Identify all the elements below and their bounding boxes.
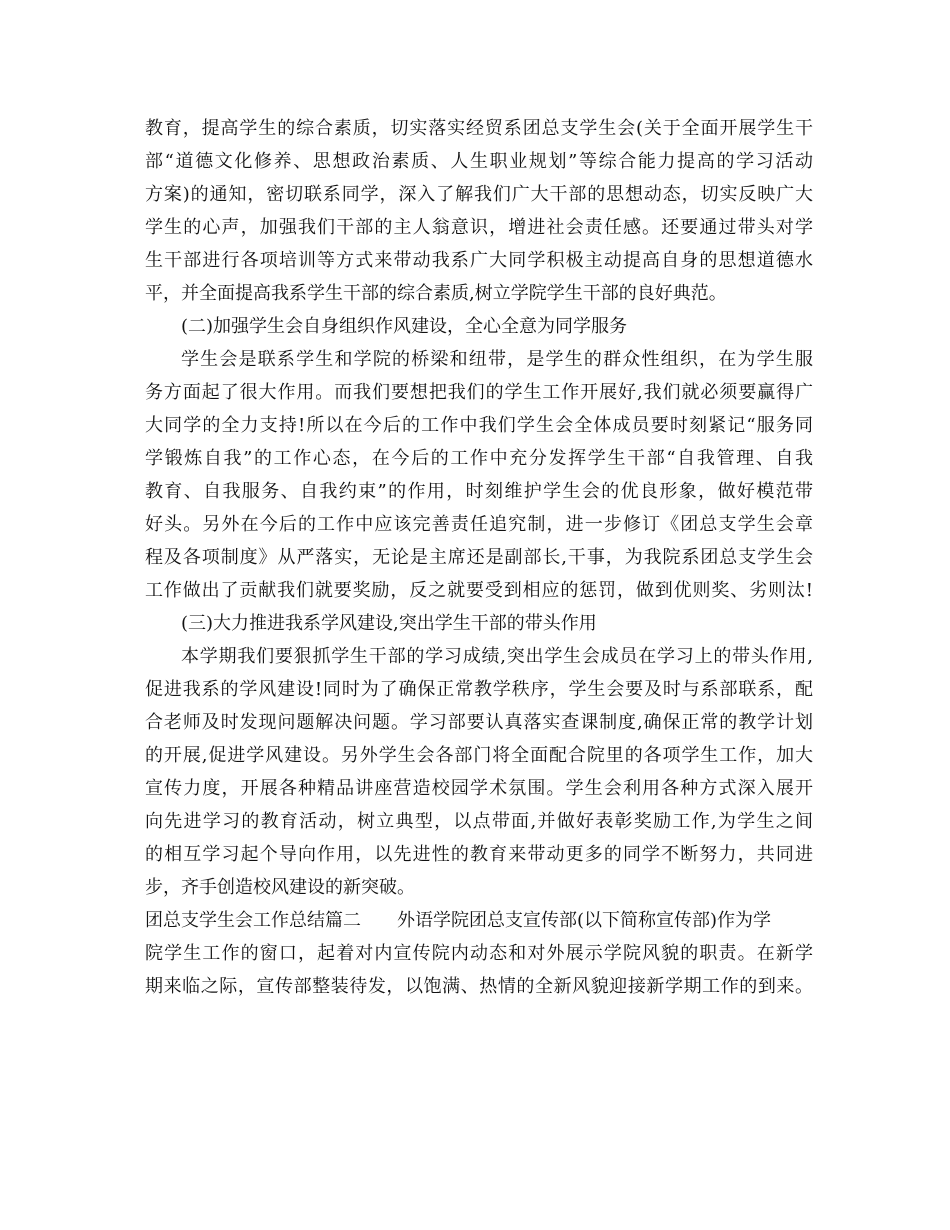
paragraph-line: 院学生工作的窗口，起着对内宣传院内动态和对外展示学院风貌的职责。在新学 (145, 943, 813, 964)
paragraph-line: 程及各项制度》从严落实，无论是主席还是副部长,干事，为我院系团总支学生会 (145, 547, 813, 568)
paragraph-line: 生干部进行各项培训等方式来带动我系广大同学积极主动提高自身的思想道德水 (145, 250, 813, 271)
paragraph-line: 合老师及时发现问题解决问题。学习部要认真落实查课制度,确保正常的教学计划 (145, 712, 813, 733)
title-gap (361, 904, 397, 937)
section-heading: (二)加强学生会自身组织作风建设，全心全意为同学服务 (181, 316, 628, 337)
paragraph-line: 学生会是联系学生和学院的桥梁和纽带，是学生的群众性组织，在为学生服 (181, 349, 813, 370)
paragraph-line: 本学期我们要狠抓学生干部的学习成绩,突出学生会成员在学习上的带头作用, (181, 646, 813, 667)
paragraph-line: 期来临之际，宣传部整装待发，以饱满、热情的全新风貌迎接新学期工作的到来。 (145, 976, 813, 997)
paragraph-line: 的开展,促进学风建设。另外学生会各部门将全面配合院里的各项学生工作，加大 (145, 745, 813, 766)
paragraph-line: 好头。另外在今后的工作中应该完善责任追究制，进一步修订《团总支学生会章 (145, 514, 813, 535)
paragraph-line: 促进我系的学风建设!同时为了确保正常教学秩序，学生会要及时与系部联系，配 (145, 679, 813, 700)
paragraph-line: 学锻炼自我”的工作心态，在今后的工作中充分发挥学生干部“自我管理、自我 (145, 448, 813, 469)
paragraph-line: 教育、自我服务、自我约束”的作用，时刻维护学生会的优良形象，做好模范带 (145, 481, 813, 502)
paragraph-line: 部“道德文化修养、思想政治素质、人生职业规划”等综合能力提高的学习活动 (145, 151, 813, 172)
article-title: 团总支学生会工作总结篇二 (145, 910, 361, 931)
paragraph-line: 大同学的全力支持!所以在今后的工作中我们学生会全体成员要时刻紧记“服务同 (145, 415, 813, 436)
paragraph-line-start: 外语学院团总支宣传部(以下简称宣传部)作为学 (397, 910, 772, 931)
paragraph-line: 方案)的通知，密切联系同学，深入了解我们广大干部的思想动态，切实反映广大 (145, 184, 813, 205)
paragraph-line: 务方面起了很大作用。而我们要想把我们的学生工作开展好,我们就必须要赢得广 (145, 382, 813, 403)
paragraph-line: 的相互学习起个导向作用，以先进性的教育来带动更多的同学不断努力，共同进 (145, 844, 813, 865)
section-heading: (三)大力推进我系学风建设,突出学生干部的带头作用 (181, 613, 597, 634)
section-title-line (145, 904, 813, 937)
document-body (145, 112, 813, 1003)
paragraph-line: 学生的心声，加强我们干部的主人翁意识，增进社会责任感。还要通过带头对学 (145, 217, 813, 238)
paragraph-line: 教育，提高学生的综合素质，切实落实经贸系团总支学生会(关于全面开展学生干 (145, 118, 813, 139)
paragraph-line: 平，并全面提高我系学生干部的综合素质,树立学院学生干部的良好典范。 (145, 283, 727, 304)
paragraph-line: 步，齐手创造校风建设的新突破。 (145, 877, 415, 898)
paragraph-line: 向先进学习的教育活动，树立典型，以点带面,并做好表彰奖励工作,为学生之间 (145, 811, 813, 832)
paragraph-line: 宣传力度，开展各种精品讲座营造校园学术氛围。学生会利用各种方式深入展开 (145, 778, 813, 799)
paragraph-line: 工作做出了贡献我们就要奖励，反之就要受到相应的惩罚，做到优则奖、劣则汰! (145, 580, 813, 601)
